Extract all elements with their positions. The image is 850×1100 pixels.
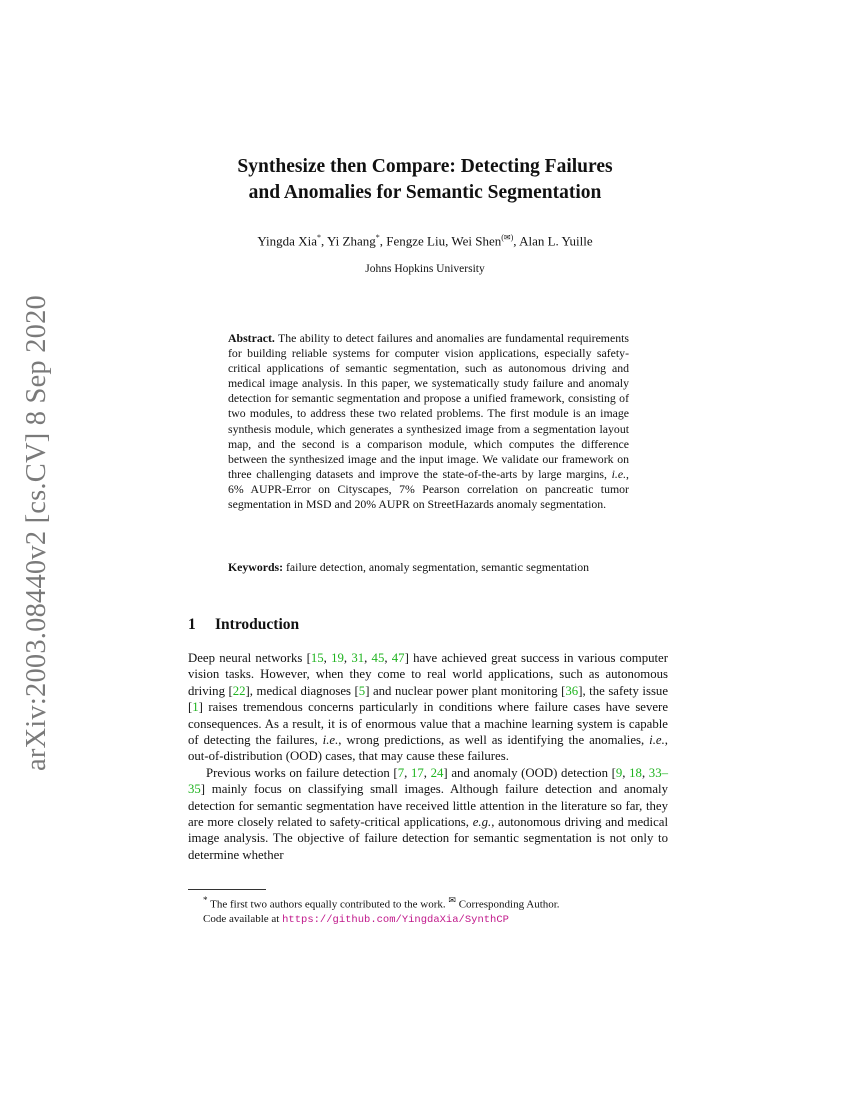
author-list: Yingda Xia*, Yi Zhang*, Fengze Liu, Wei Shen(✉), Alan L. Yuille [257,233,593,249]
citation-link[interactable]: 45 [371,651,385,665]
author-mark: * [316,233,321,242]
author-name: Alan L. Yuille [519,233,593,249]
paragraph-1: Deep neural networks [15, 19, 31, 45, 47] have achieved great success in various computer vision tasks. However, when they come to real world applications, such as autonomous driving [22], medical diagnoses [5] and nuclear power plant monitoring [36], the safety issue [1] raises tremendous concerns particularly in conditions where failure cases have severe consequences. As a result, it is of enormous value that a machine learning system is capable of detecting the failures, i.e., wrong predictions, as well as identifying the anomalies, i.e., out-of-distribution (OOD) cases, that may cause these failures. [188,651,668,764]
citation-link[interactable]: 47 [391,651,405,665]
code-prefix: Code available at [203,913,280,926]
arxiv-sidebar [12,294,62,772]
citation-link[interactable]: 24 [430,765,444,780]
section-heading [188,616,299,634]
envelope-icon: ✉ [448,895,456,905]
text-run: , out-of-distribution (OOD) cases, that may cause these failures. [188,733,668,764]
author-name: Wei Shen [451,233,502,249]
title-line-1: Synthesize then Compare: Detecting Failures [237,156,613,177]
arxiv-identifier: arXiv:2003.08440v2 [cs.CV] 8 Sep 2020 [21,294,52,772]
text-run: ] mainly focus on classifying small images. Although failure detection and anomaly detection for semantic segmentation have received little attention in the literature so far, they are more closely related to safety-critical applications, [188,782,668,830]
citation-link[interactable]: 17 [410,765,424,780]
text-run: Deep neural networks [ [188,651,311,665]
citation-link[interactable]: 31 [351,651,365,665]
section-number: 1 [188,616,196,633]
text-run: ] raises tremendous concerns particularly in conditions where failure cases have severe consequences. As a result, it is of enormous value that a machine learning system is capable of detecting the failures, [188,700,668,748]
citation-link[interactable]: 36 [565,683,579,698]
text-run: ], medical diagnoses [ [245,683,359,698]
text-run: ] have achieved great success in various computer vision tasks. However, when they come to real world applications, such as autonomous driving [ [188,651,668,698]
author-name: Fengze Liu [386,233,446,249]
abstract-tail: , 6% AUPR-Error on Cityscapes, 7% Pearson correlation on pancreatic tumor segmentation in MSD and 20% AUPR on StreetHazards anomaly segmentation. [228,466,629,512]
author-name: Yi Zhang [327,233,376,249]
footnote-line-1 [203,893,673,912]
text-run: , autonomous driving and medical image analysis. The objective of failure detection for semantic segmentation is not only to determine whether [188,815,668,862]
title-line-2: and Anomalies for Semantic Segmentation [248,182,602,203]
author-mark: (✉) [501,233,514,242]
citation-link[interactable]: 15 [310,651,324,665]
citation-link[interactable]: 19 [331,651,344,665]
affiliation: Johns Hopkins University [365,263,485,275]
abstract-label: Abstract. [228,331,275,345]
citation-link[interactable]: 18 [629,765,642,780]
github-link[interactable]: https://github.com/YingdaXia/SynthCP [282,914,509,927]
citation-link[interactable]: 33–35 [188,765,668,797]
paragraph-2: Previous works on failure detection [7, 17, 24] and anomaly (OOD) detection [9, 18, 33–35] mainly focus on classifying small images. Although failure detection and anomaly detection for semantic segmentation have received little attention in the literature so far, they are more closely related to safety-critical applications, e.g., autonomous driving and medical image analysis. The objective of failure detection for semantic segmentation is not only to determine whether [188,765,668,862]
footnote [203,893,673,928]
citation-link[interactable]: 22 [232,683,246,698]
footnote-text: Corresponding Author. [458,898,560,911]
italic-ie: i.e. [322,733,339,748]
paper-title [150,154,700,206]
keywords [228,560,629,575]
keywords-label: Keywords: [228,560,284,574]
abstract-ie: i.e. [611,466,627,481]
text-run: ], the safety issue [ [188,683,668,715]
author-name: Yingda Xia [257,233,317,249]
text-run: Previous works on failure detection [ [206,765,398,780]
abstract [228,331,629,512]
footnote-line-2 [203,912,673,928]
footnote-mark: * [203,895,208,905]
text-run: ] and nuclear power plant monitoring [ [365,683,566,698]
citation-link[interactable]: 7 [397,765,405,780]
abstract-text: The ability to detect failures and anomalies are fundamental requirements for building reliable systems for computer vision applications, especially safety-critical applications of semantic segmentation, such as autonomous driving and medical image analysis. In this paper, we systematically study failure and anomaly detection for semantic segmentation and propose a unified framework, consisting of two modules, to address these two related problems. The first module is an image synthesis module, which generates a synthesized image from a segmentation layout map, and the second is a comparison module, which computes the difference between the synthesized image and the input image. We validate our framework on three challenging datasets and improve the state-of-the-arts by large margins, [228,331,629,481]
citation-link[interactable]: 9 [615,765,623,780]
footnote-text: The first two authors equally contributed to the work. [210,898,446,911]
text-run: , wrong predictions, as well as identifying the anomalies, [338,733,645,748]
citation-link[interactable]: 1 [192,700,199,715]
text-run: ] and anomaly (OOD) detection [ [443,765,616,780]
keywords-text: failure detection, anomaly segmentation, semantic segmentation [286,560,590,574]
footnote-rule [188,889,266,890]
section-title: Introduction [215,616,300,633]
italic-ie: i.e. [649,733,665,748]
author-mark: * [375,233,380,242]
citation-link[interactable]: 5 [358,683,366,698]
italic-eg: e.g. [472,815,492,830]
body-text [188,650,668,863]
